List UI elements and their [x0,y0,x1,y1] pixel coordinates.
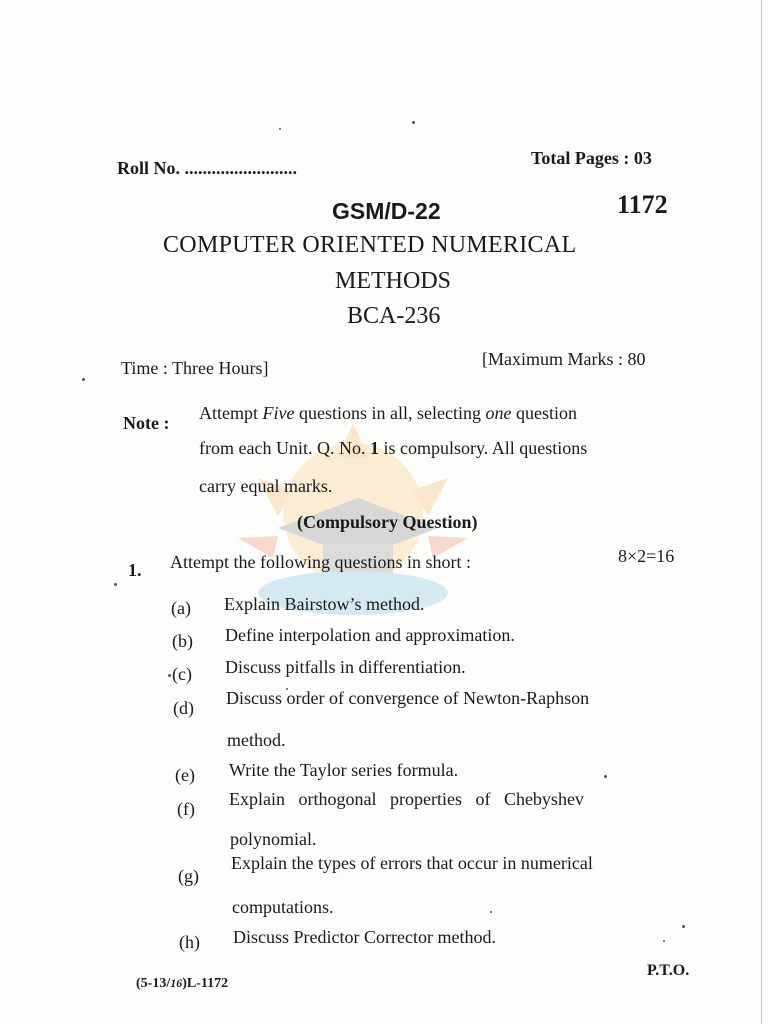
subpart-text: Explain the types of errors that occur in numerical [231,853,593,873]
question-marks: 8×2=16 [618,546,675,566]
maximum-marks: [Maximum Marks : 80 [482,349,646,369]
subpart-letter: (c) [172,664,192,684]
scan-speck [82,378,85,381]
subpart-text: polynomial. [230,829,317,849]
subpart-letter: (d) [173,698,194,718]
exam-code: GSM/D-22 [332,198,441,224]
roll-number-label: Roll No. ......................... [117,158,297,178]
question-number: 1. [128,560,142,580]
subpart-text: Explain orthogonal properties of Chebyshev [229,789,584,809]
scan-speck [412,121,415,124]
question-text: Attempt the following questions in short : [170,552,471,572]
course-title-line-2: METHODS [335,268,452,294]
note-line-1: Attempt Five questions in all, selecting one question [199,403,577,423]
course-title-line-1: COMPUTER ORIENTED NUMERICAL [163,232,577,258]
subpart-text: Discuss Predictor Corrector method. [233,927,496,947]
subpart-text: computations. [232,897,334,917]
subpart-letter: (b) [172,631,193,651]
scan-speck [168,674,171,677]
scan-speck [682,925,685,928]
scan-speck [490,911,492,913]
subpart-letter: (f) [177,799,195,819]
subpart-text: Discuss pitfalls in differentiation. [225,657,466,677]
scan-speck [604,775,607,778]
scan-speck [114,583,117,586]
time-allowed: Time : Three Hours] [121,358,269,378]
subpart-text: Write the Taylor series formula. [229,760,459,780]
subpart-text: Define interpolation and approximation. [225,625,515,645]
subpart-text: Explain Bairstow’s method. [224,594,425,614]
note-line-2: from each Unit. Q. No. 1 is compulsory. All questions [199,438,588,458]
note-line-3: carry equal marks. [199,476,333,496]
scan-speck [279,128,281,130]
page-edge [761,0,762,1024]
total-pages: Total Pages : 03 [531,148,652,168]
subpart-letter: (a) [171,598,191,618]
footer-code: (5-13/16)L-1172 [136,976,229,991]
section-title: (Compulsory Question) [297,512,478,532]
footer-pto: P.T.O. [647,962,690,979]
subpart-letter: (h) [179,932,200,952]
subpart-text: method. [227,730,286,750]
subpart-letter: (e) [175,765,195,785]
paper-number: 1172 [617,190,668,219]
note-label: Note : [123,413,170,433]
scan-speck [663,940,665,942]
course-code: BCA-236 [347,303,441,329]
subpart-text: Discuss order of convergence of Newton-Raphson [226,688,590,708]
subpart-letter: (g) [178,866,199,886]
